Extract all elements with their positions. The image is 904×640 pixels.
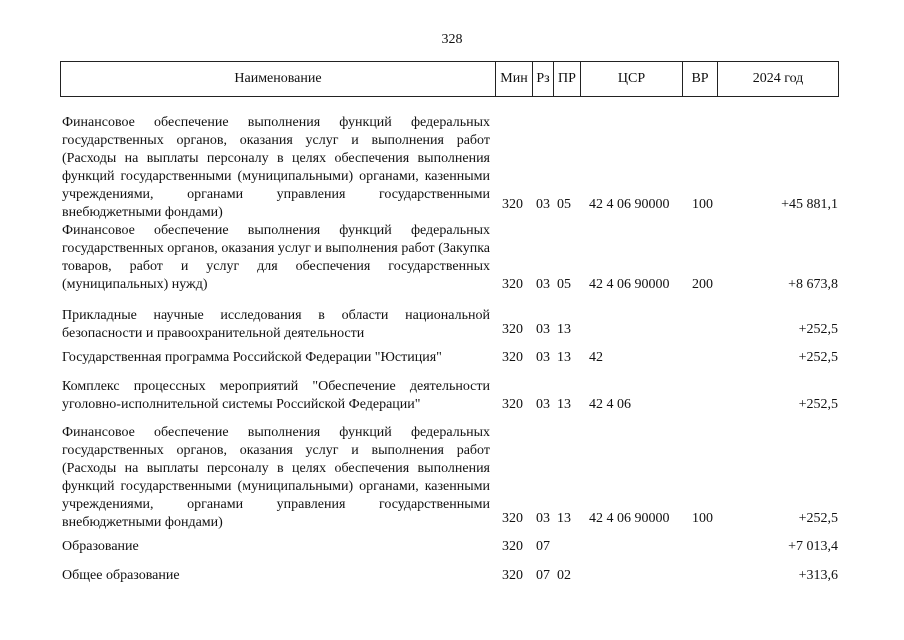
row-min: 320 [502, 322, 523, 337]
row-pr: 05 [557, 277, 571, 292]
row-min: 320 [502, 197, 523, 212]
row-pr: 13 [557, 350, 571, 365]
header-year: 2024 год [752, 71, 804, 86]
row-rz: 03 [536, 397, 550, 412]
row-amount: +313,6 [798, 568, 838, 583]
row-amount: +8 673,8 [788, 277, 838, 292]
row-name: Прикладные научные исследования в области национальной безопасности и правоохранительной деятельности [62, 308, 490, 341]
row-csr: 42 4 06 90000 [589, 511, 670, 526]
row-rz: 03 [536, 277, 550, 292]
row-rz: 03 [536, 322, 550, 337]
header-csr: ЦСР [581, 62, 683, 96]
row-min: 320 [502, 511, 523, 526]
row-min: 320 [502, 277, 523, 292]
row-amount: +252,5 [798, 511, 838, 526]
row-vr: 200 [692, 277, 713, 292]
header-name: Наименование [61, 62, 496, 96]
row-min: 320 [502, 568, 523, 583]
row-vr: 100 [692, 197, 713, 212]
row-pr: 13 [557, 397, 571, 412]
row-name: Образование [62, 539, 139, 554]
row-amount: +252,5 [798, 322, 838, 337]
row-amount: +252,5 [798, 397, 838, 412]
page-number: 328 [441, 32, 463, 47]
header-min: Мин [496, 62, 533, 96]
row-amount: +252,5 [798, 350, 838, 365]
row-vr: 100 [692, 511, 713, 526]
row-csr: 42 4 06 [589, 397, 631, 412]
row-name: Общее образование [62, 568, 180, 583]
row-amount: +45 881,1 [781, 197, 838, 212]
row-pr: 13 [557, 511, 571, 526]
row-rz: 03 [536, 197, 550, 212]
row-rz: 07 [536, 568, 550, 583]
row-name: Государственная программа Российской Федерации "Юстиция" [62, 350, 442, 365]
row-csr: 42 4 06 90000 [589, 277, 670, 292]
header-vr: ВР [683, 62, 718, 96]
row-min: 320 [502, 397, 523, 412]
row-pr: 05 [557, 197, 571, 212]
row-rz: 03 [536, 511, 550, 526]
row-csr: 42 [589, 350, 603, 365]
row-name: Финансовое обеспечение выполнения функций федеральных государственных органов, оказания услуг и выполнения работ (Закупка товаров, работ и услуг для обеспечения государственных (муниципальных) нужд) [62, 223, 490, 292]
row-min: 320 [502, 350, 523, 365]
row-name: Финансовое обеспечение выполнения функций федеральных государственных органов, оказания услуг и выполнения работ (Расходы на выплаты персоналу в целях обеспечения выполнения функций государственными (муниципальными) органами, казенными учреждениями, органами управления государственными внебюджетными фондами) [62, 425, 490, 530]
header-pr: ПР [554, 62, 581, 96]
row-pr: 13 [557, 322, 571, 337]
row-rz: 03 [536, 350, 550, 365]
row-amount: +7 013,4 [788, 539, 838, 554]
row-name: Финансовое обеспечение выполнения функций федеральных государственных органов, оказания услуг и выполнения работ (Расходы на выплаты персоналу в целях обеспечения выполнения функций государственными (муниципальными) органами, казенными учреждениями, органами управления государственными внебюджетными фондами) [62, 115, 490, 220]
row-rz: 07 [536, 539, 550, 554]
row-min: 320 [502, 539, 523, 554]
header-rz: Рз [533, 62, 554, 96]
row-pr: 02 [557, 568, 571, 583]
row-csr: 42 4 06 90000 [589, 197, 670, 212]
row-name: Комплекс процессных мероприятий "Обеспечение деятельности уголовно-исполнительной системы Российской Федерации" [62, 379, 490, 412]
